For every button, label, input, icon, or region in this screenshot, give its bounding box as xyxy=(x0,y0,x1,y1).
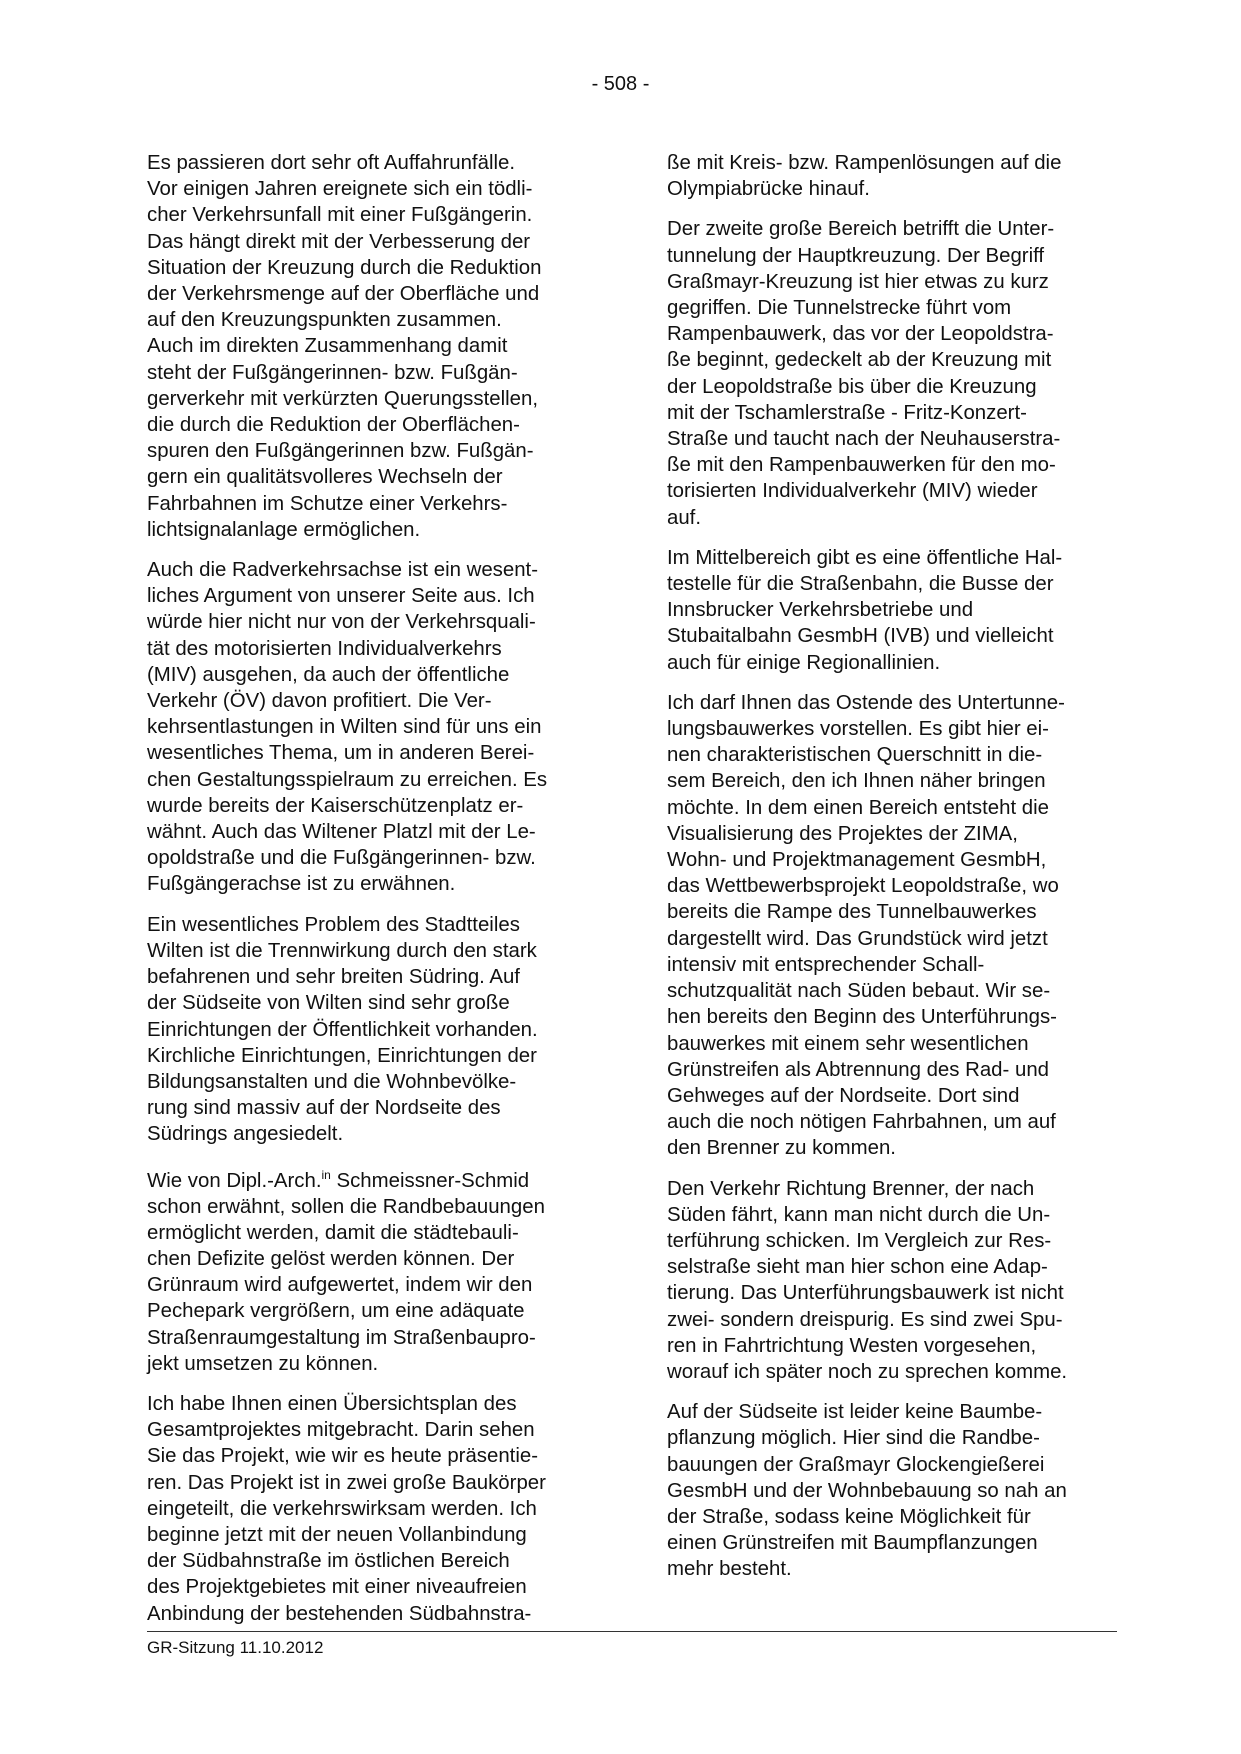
paragraph: Ich habe Ihnen einen Übersichtsplan des Gesamtprojektes mitgebracht. Darin sehen Sie das Projekt, wie wir es heute präsentie- ren. Das Projekt ist in zwei große Baukörper eingeteilt, die verkehrswirksam werden. Ich beginne jetzt mit der neuen Vollanbindung der Südbahnstraße im östlichen Bereich des Projektgebietes mit einer niveaufreien Anbindung der bestehenden Südbahnstra- xyxy=(147,1392,546,1625)
paragraph-text: Wie von Dipl.-Arch. xyxy=(147,1169,322,1192)
footer-text: GR-Sitzung 11.10.2012 xyxy=(147,1638,324,1657)
page-number: - 508 - xyxy=(591,73,650,95)
paragraph: Es passieren dort sehr oft Auffahrunfälle. Vor einigen Jahren ereignete sich ein tödli- cher Verkehrsunfall mit einer Fußgängerin. Das hängt direkt mit der Verbesserung der Situation der Kreuzung durch die Reduktion der Verkehrsmenge auf der Oberfläche und auf den Kreuzungspunkten zusammen. Auch im direkten Zusammenhang damit steht der Fußgängerinnen- bzw. Fußgän- gerverkehr mit verkürzten Querungsstellen, die durch die Reduktion der Oberflächen- spuren den Fußgängerinnen bzw. Fußgän- gern ein qualitätsvolleres Wechseln der Fahrbahnen im Schutze einer Verkehrs- lichtsignalanlage ermöglichen. xyxy=(147,152,542,541)
paragraph: Ein wesentliches Problem des Stadtteiles Wilten ist die Trennwirkung durch den stark befahrenen und sehr breiten Südring. Auf der Südseite von Wilten sind sehr große Einrichtungen der Öffentlichkeit vorhanden. Kirchliche Einrichtungen, Einrichtungen der Bildungsanstalten und die Wohnbevölke- rung sind massiv auf der Nordseite des Südrings angesiedelt. xyxy=(147,913,538,1146)
paragraph: Auf der Südseite ist leider keine Baumbe- pflanzung möglich. Hier sind die Randbe- bauungen der Graßmayr Glockengießerei GesmbH und der Wohnbebauung so nah an der Straße, sodass keine Möglichkeit für einen Grünstreifen mit Baumpflanzungen mehr besteht. xyxy=(667,1401,1067,1581)
paragraph: Ich darf Ihnen das Ostende des Untertunne- lungsbauwerkes vorstellen. Es gibt hier ei- nen charakteristischen Querschnitt in die- sem Bereich, den ich Ihnen näher bringen möchte. In dem einen Bereich entsteht die Visualisierung des Projektes der ZIMA, Wohn- und Projektmanagement GesmbH, das Wettbewerbsprojekt Leopoldstraße, wo bereits die Rampe des Tunnelbauwerkes dargestellt wird. Das Grundstück wird jetzt intensiv mit entsprechender Schall- schutzqualität nach Süden bebaut. Wir se- hen bereits den Beginn des Unterführungs- bauwerkes mit einem sehr wesentlichen Grünstreifen als Abtrennung des Rad- und Gehweges auf der Nordseite. Dort sind auch die noch nötigen Fahrbahnen, um auf den Brenner zu kommen. xyxy=(667,691,1065,1160)
paragraph xyxy=(147,1162,597,1377)
left-column xyxy=(147,150,597,1627)
paragraph: Der zweite große Bereich betrifft die Unter- tunnelung der Hauptkreuzung. Der Begriff Graßmayr-Kreuzung ist hier etwas zu kurz gegriffen. Die Tunnelstrecke führt vom Rampenbauwerk, das vor der Leopoldstra- ße beginnt, gedeckelt ab der Kreuzung mit der Leopoldstraße bis über die Kreuzung mit der Tschamlerstraße - Fritz-Konzert- Straße und taucht nach der Neuhauserstra- ße mit den Rampenbauwerken für den mo- torisierten Individualverkehr (MIV) wieder auf. xyxy=(667,218,1061,529)
paragraph: ße mit Kreis- bzw. Rampenlösungen auf die Olympiabrücke hinauf. xyxy=(667,152,1062,201)
paragraph-text: Schmeissner-Schmid schon erwähnt, sollen die Randbebauungen ermöglicht werden, damit die städtebauli- chen Defizite gelöst werden können. Der Grünraum wird aufgewertet, indem wir den Pechepark vergrößern, um eine adäquate Straßenraumgestaltung im Straßenbaupro- jekt umsetzen zu können. xyxy=(147,1169,545,1375)
right-column xyxy=(667,150,1117,1583)
paragraph: Auch die Radverkehrsachse ist ein wesent- liches Argument von unserer Seite aus. Ich würde hier nicht nur von der Verkehrsquali- tät des motorisierten Individualverkehrs (MIV) ausgehen, da auch der öffentliche Verkehr (ÖV) davon profitiert. Die Ver- kehrsentlastungen in Wilten sind für uns ein wesentliches Thema, um in anderen Berei- chen Gestaltungsspielraum zu erreichen. Es wurde bereits der Kaiserschützenplatz er- wähnt. Auch das Wiltener Platzl mit der Le- opoldstraße und die Fußgängerinnen- bzw. Fußgängerachse ist zu erwähnen. xyxy=(147,559,548,896)
superscript: in xyxy=(321,1167,331,1182)
paragraph: Im Mittelbereich gibt es eine öffentliche Hal- testelle für die Straßenbahn, die Busse der Innsbrucker Verkehrsbetriebe und Stubaitalbahn GesmbH (IVB) und vielleicht auch für einige Regionallinien. xyxy=(667,546,1063,674)
paragraph: Den Verkehr Richtung Brenner, der nach Süden fährt, kann man nicht durch die Un- terführung schicken. Im Vergleich zur Res- selstraße sieht man hier schon eine Adap- tierung. Das Unterführungsbauwerk ist nicht zwei- sondern dreispurig. Es sind zwei Spu- ren in Fahrtrichtung Westen vorgesehen, worauf ich später noch zu sprechen komme. xyxy=(667,1177,1068,1383)
footer-divider xyxy=(147,1631,1117,1632)
